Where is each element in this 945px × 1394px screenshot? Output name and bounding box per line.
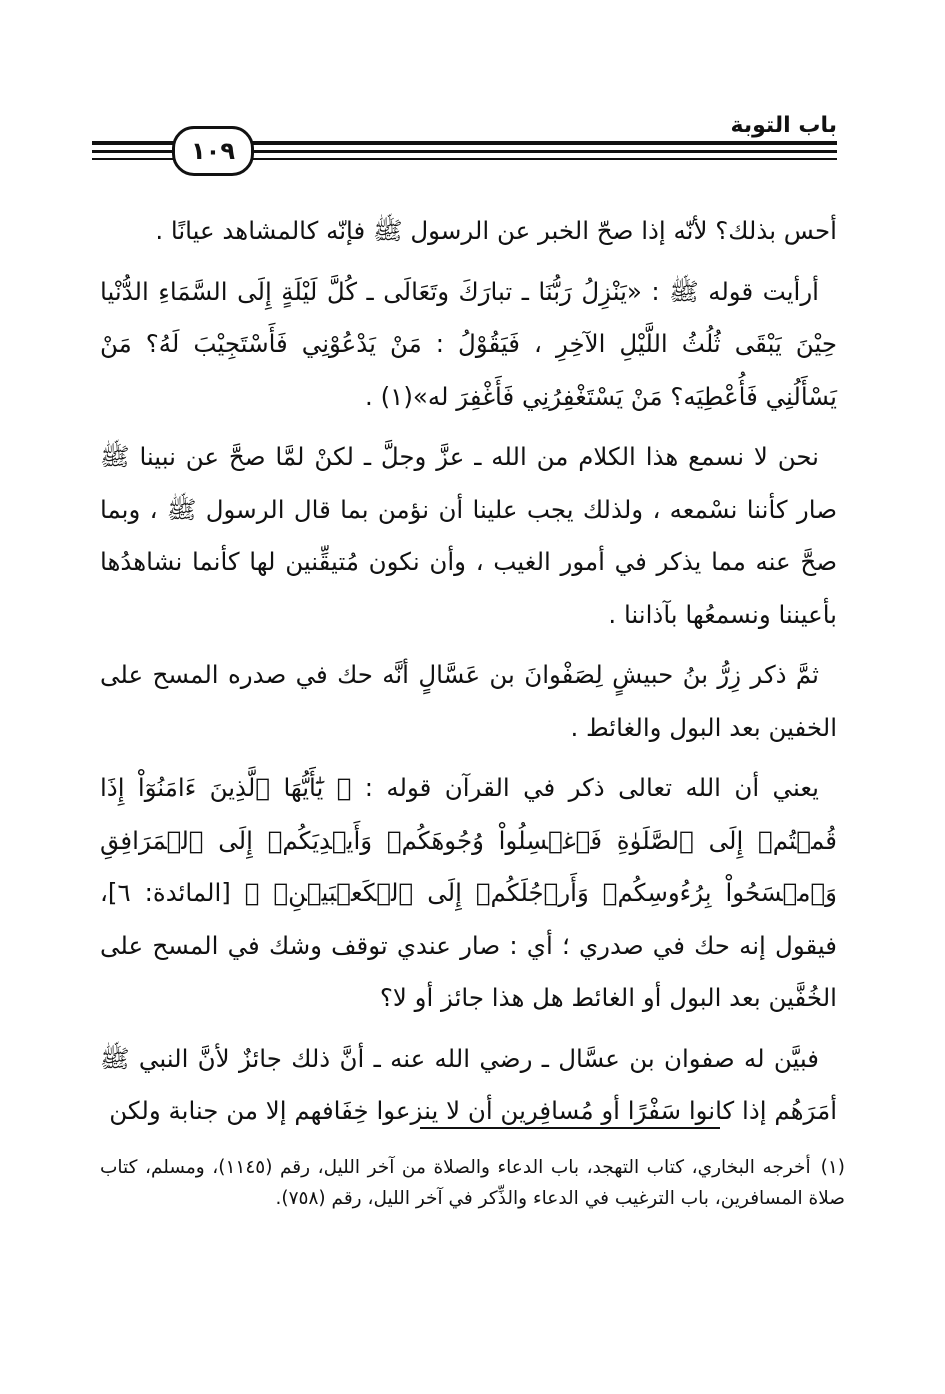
page-body [100, 205, 837, 1146]
footnote-separator [420, 1127, 720, 1129]
footnote [100, 1152, 845, 1214]
paragraph: نحن لا نسمع هذا الكلام من الله ـ عزَّ وجلَّ ـ لكنْ لمَّا صحَّ عن نبينا ﷺ صار كأننا نسْمعه ، ولذلك يجب علينا أن نؤمن بما قال الرسول ﷺ ، وبما صحَّ عنه مما يذكر في أمور الغيب ، وأن نكون مُتيقِّنين لها كأنما نشاهدُها بأعيننا ونسمعُها بآذاننا . [100, 442, 837, 629]
chapter-title: باب التوبة [730, 113, 837, 138]
footnote-text: أخرجه البخاري، كتاب التهجد، باب الدعاء والصلاة من آخر الليل، رقم (١١٤٥)، ومسلم، كتاب صلاة المسافرين، باب الترغيب في الدعاء والذِّكر في آخر الليل، رقم (٧٥٨). [100, 1157, 845, 1209]
paragraph: أحس بذلك؟ لأنّه إذا صحّ الخبر عن الرسول ﷺ فإنّه كالمشاهد عيانًا . [155, 216, 837, 245]
page-number-badge [172, 126, 254, 176]
paragraph-hadith-quote: أرأيت قوله ﷺ : «يَنْزِلُ رَبُّنَا ـ تبارَكَ وتَعَالَى ـ كُلَّ لَيْلَةٍ إِلَى السَّمَاءِ الدُّنْيا حِيْنَ يَبْقَى ثُلُثُ اللَّيْلِ الآخِرِ ، فَيَقُوْلُ : مَنْ يَدْعُوْنِي فَأَسْتَجِيْبَ لَهُ؟ مَنْ يَسْأَلُنِي فَأُعْطِيَه؟ مَنْ يَسْتَغْفِرُنِي فَأَغْفِرَ له»(١) . [100, 276, 837, 411]
paragraph-quran-quote: يعني أن الله تعالى ذكر في القرآن قوله : ﴿ يَٰٓأَيُّهَا ٱلَّذِينَ ءَامَنُوٓاْ إِذَا قُمۡتُمۡ إِلَى ٱلصَّلَوٰةِ فَٱغۡسِلُواْ وُجُوهَكُمۡ وَأَيۡدِيَكُمۡ إِلَى ٱلۡمَرَافِقِ وَٱمۡسَحُواْ بِرُءُوسِكُمۡ وَأَرۡجُلَكُمۡ إِلَى ٱلۡكَعۡبَيۡنِۚ ﴾ [المائدة: ٦]، فيقول إنه حك في صدري ؛ أي : صار عندي توقف وشك في المسح على الخُفَّين بعد البول أو الغائط هل هذا جائز أو لا؟ [100, 773, 837, 1012]
paragraph: فبيَّن له صفوان بن عسَّال ـ رضي الله عنه ـ أنَّ ذلك جائزٌ لأنَّ النبي ﷺ أمَرَهُم إذا كانوا سَفْرًا أو مُسافِرين أن لا ينزعوا خِفَافهم إلا من جنابة ولكن [100, 1043, 837, 1125]
footnote-number: (١) [820, 1157, 845, 1178]
page-number: ١٠٩ [191, 137, 235, 165]
paragraph: ثمَّ ذكر زِرُّ بنُ حبيشٍ لِصَفْوانَ بن عَسَّالٍ أنَّه حك في صدره المسح على الخفين بعد البول والغائط . [100, 660, 837, 742]
